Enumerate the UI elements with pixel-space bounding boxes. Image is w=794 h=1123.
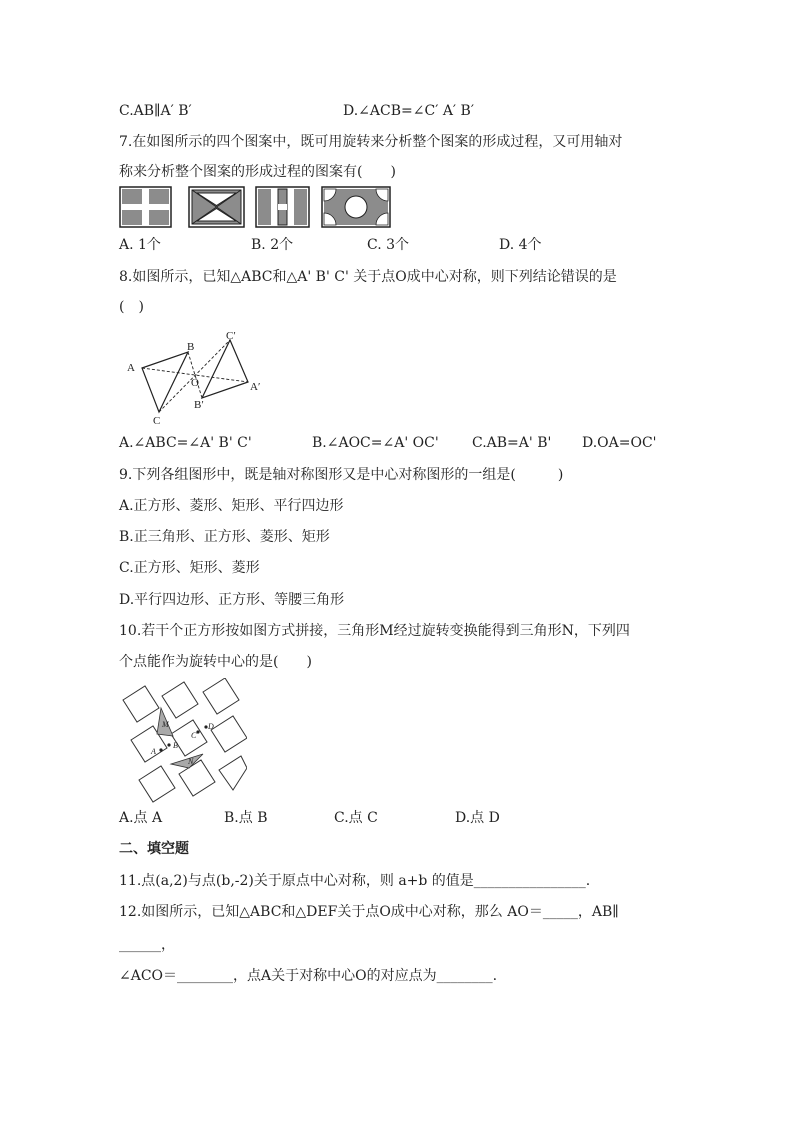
q12-stem-line1: 12.如图所示，已知△ABC和△DEF关于点O成中心对称，那么 AO＝_____，AB∥: [119, 904, 619, 920]
q8-label-a-prime: A′: [250, 381, 261, 393]
q8-label-b-prime: B′: [194, 399, 204, 411]
q8-option-a: A.∠ABC=∠A' B' C': [119, 435, 252, 451]
q10-label-a: A: [151, 747, 156, 756]
q10-option-d: D.点 D: [455, 810, 500, 826]
q9-option-b: B.正三角形、正方形、菱形、矩形: [119, 529, 330, 545]
q8-label-c: C: [153, 415, 161, 427]
q8-stem-line1: 8.如图所示，已知△ABC和△A' B' C' 关于点O成中心对称，则下列结论错误的是: [119, 269, 617, 285]
q9-option-c: C.正方形、矩形、菱形: [119, 560, 260, 576]
q7-figure-circle: [322, 185, 390, 227]
q10-stem-line1: 10.若干个正方形按如图方式拼接，三角形M经过旋转变换能得到三角形N，下列四: [119, 623, 630, 639]
q8-label-o: O: [191, 377, 199, 389]
q7-figure-h: [256, 187, 309, 227]
q8-option-d: D.OA=OC': [582, 435, 657, 451]
q11-stem: 11.点(a,2)与点(b,-2)关于原点中心对称，则 a+b 的值是________________.: [119, 873, 591, 889]
q8-stem-line2: ( ): [119, 299, 144, 315]
q8-label-c-prime: C′: [226, 330, 236, 342]
q10-label-c: C: [191, 731, 197, 740]
q10-label-n: N: [188, 757, 194, 766]
q7-figure-cross: [120, 187, 171, 227]
q10-option-b: B.点 B: [224, 810, 268, 826]
q12-stem-line2: ______，: [119, 937, 175, 953]
q7-option-d: D. 4个: [499, 237, 542, 253]
q10-label-b: B: [173, 741, 178, 750]
q8-option-b: B.∠AOC=∠A' OC': [312, 435, 439, 451]
q9-option-d: D.平行四边形、正方形、等腰三角形: [119, 592, 345, 608]
q7-stem-line2: 称来分析整个图案的形成过程的图案有( ): [119, 164, 396, 180]
q9-stem: 9.下列各组图形中，既是轴对称图形又是中心对称图形的一组是( ): [119, 467, 564, 483]
q10-figure: [117, 678, 247, 804]
q7-stem-line1: 7.在如图所示的四个图案中，既可用旋转来分析整个图案的形成过程，又可用轴对: [119, 134, 623, 150]
q8-label-a: A: [127, 362, 135, 374]
q10-label-m: M: [162, 720, 169, 729]
q6-option-d: D.∠ACB=∠C′ A′ B′: [343, 103, 475, 119]
q7-figure-x: [189, 187, 244, 227]
q10-label-d: D: [208, 722, 214, 731]
q10-option-a: A.点 A: [119, 810, 163, 826]
q8-option-c: C.AB=A' B': [472, 435, 552, 451]
q7-option-a: A. 1个: [119, 237, 161, 253]
q7-figures: [118, 185, 398, 231]
q10-option-c: C.点 C: [334, 810, 378, 826]
q8-label-b: B: [187, 341, 195, 353]
q6-option-c: C.AB∥A′ B′: [119, 103, 192, 119]
section-heading-fill-in: 二、填空题: [119, 841, 189, 857]
q12-stem-line3: ∠ACO＝________，点A关于对称中心O的对应点为________.: [119, 968, 498, 984]
q10-stem-line2: 个点能作为旋转中心的是( ): [119, 654, 312, 670]
q7-option-c: C. 3个: [367, 237, 410, 253]
q9-option-a: A.正方形、菱形、矩形、平行四边形: [119, 498, 344, 514]
q8-figure: [118, 328, 278, 428]
q7-option-b: B. 2个: [251, 237, 294, 253]
